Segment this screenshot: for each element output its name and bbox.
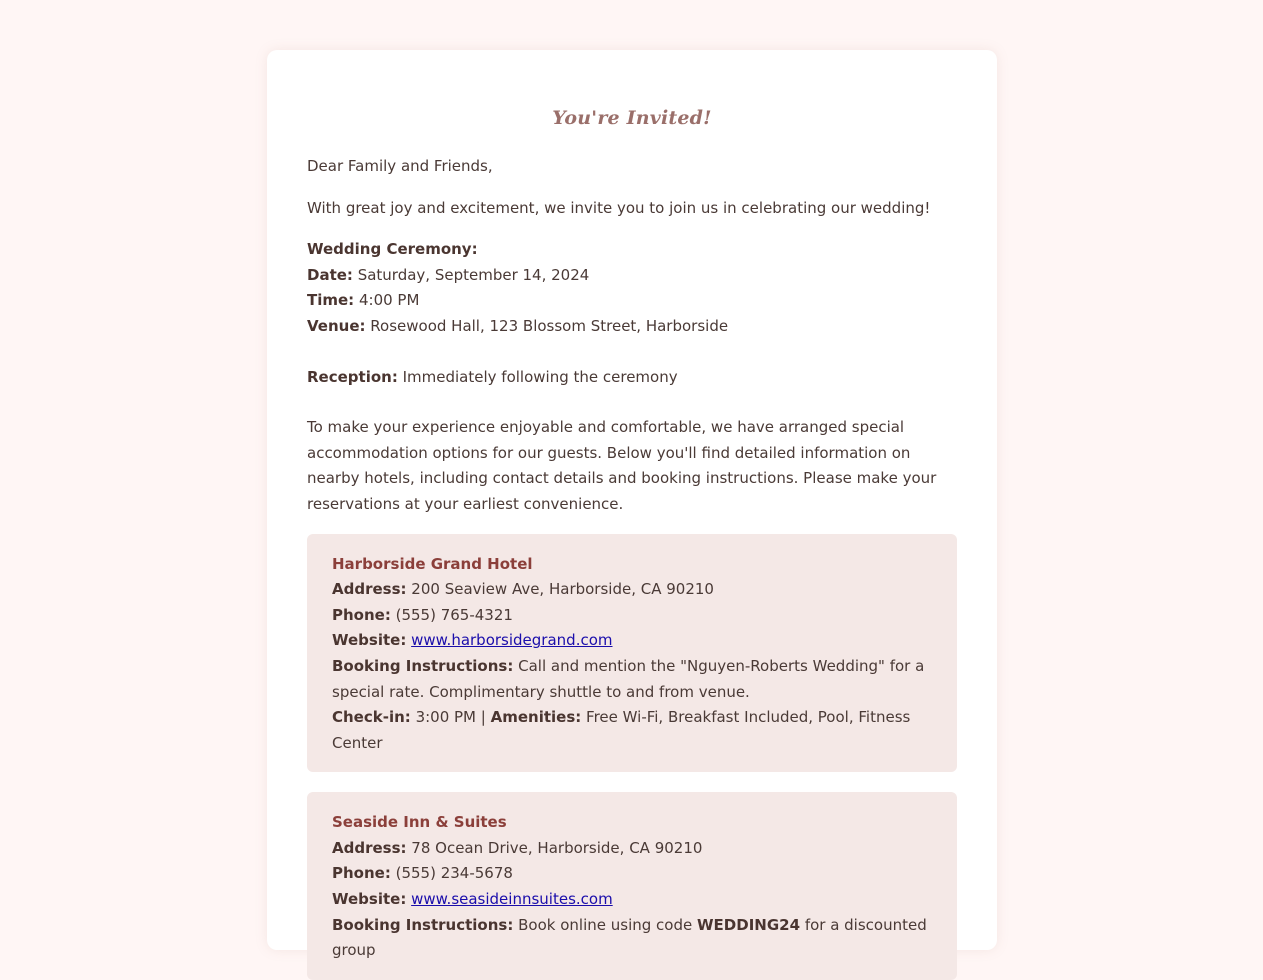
accommodation-intro: To make your experience enjoyable and comfortable, we have arranged special accommodation options for our guests. Below you'll find detailed information on nearby hotels, including contact details and booking instructions. Please make your reservations at your earliest convenience. [307,418,937,513]
ceremony-date: Saturday, September 14, 2024 [357,265,590,284]
intro-text: With great joy and excitement, we invite you to join us in celebrating our wedding! [307,198,931,217]
hotel-address: 200 Seaview Ave, Harborside, CA 90210 [411,580,714,599]
website-label: Website: [332,631,407,650]
greeting: Dear Family and Friends, [307,157,493,175]
address-label: Address: [332,580,407,599]
reception-label: Reception: [307,367,398,386]
ceremony-time: 4:00 PM [358,291,420,310]
booking-text-post: for a discounted group [332,915,927,960]
hotel-booking-instructions: Call and mention the "Nguyen-Roberts Wedding" for a special rate. Complimentary shuttle to and from venue. [332,656,925,701]
hotel-name: Harborside Grand Hotel [332,554,533,573]
invitation-card [267,50,997,960]
hotel-card [307,534,957,773]
booking-label: Booking Instructions: [332,915,514,934]
phone-label: Phone: [332,864,391,883]
amenities-label: Amenities: [490,708,582,727]
hotel-phone: (555) 765-4321 [395,605,513,624]
separator: | [476,708,491,727]
phone-label: Phone: [332,605,391,624]
hotel-checkin: 3:00 PM [415,708,477,727]
hotel-website-link[interactable]: www.harborsidegrand.com [411,631,613,650]
booking-text-pre: Book online using code [518,915,693,934]
venue-label: Venue: [307,316,366,335]
booking-code: WEDDING24 [697,915,801,934]
hotel-website-link[interactable]: www.seasideinnsuites.com [411,890,613,909]
ceremony-heading: Wedding Ceremony: [307,240,478,259]
ceremony-venue: Rosewood Hall, 123 Blossom Street, Harborside [370,316,729,335]
address-label: Address: [332,838,407,857]
website-label: Website: [332,890,407,909]
hotel-address: 78 Ocean Drive, Harborside, CA 90210 [411,838,703,857]
checkin-label: Check-in: [332,708,411,727]
hotel-card [307,792,957,980]
invitation-title: You're Invited! [552,107,712,129]
reception-text: Immediately following the ceremony [402,367,678,386]
ceremony-details [307,237,957,339]
booking-label: Booking Instructions: [332,656,514,675]
hotel-name: Seaside Inn & Suites [332,813,507,832]
date-label: Date: [307,265,353,284]
time-label: Time: [307,291,355,310]
reception-info [307,365,957,391]
hotel-amenities: Free Wi-Fi, Breakfast Included, Pool, Fitness Center [332,708,911,752]
hotel-phone: (555) 234-5678 [395,864,513,883]
